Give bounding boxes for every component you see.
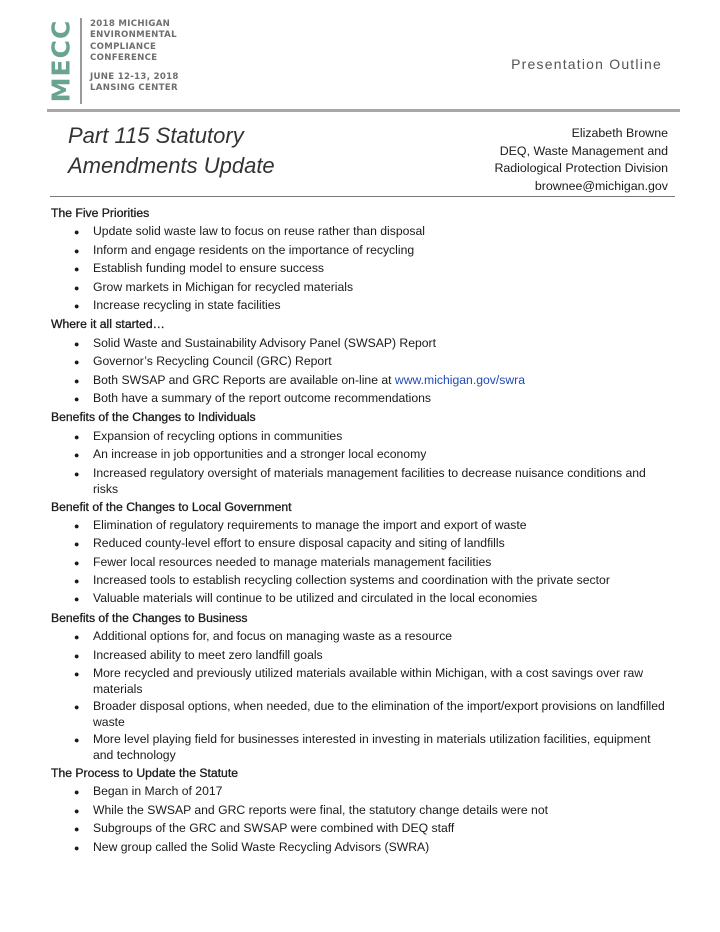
author-email[interactable]: brownee@michigan.gov xyxy=(534,178,668,193)
bullet-icon: ● xyxy=(74,468,80,479)
section-heading: Benefit of the Changes to Local Government xyxy=(51,499,292,514)
section-heading: Benefits of the Changes to Business xyxy=(51,610,248,625)
bullet-icon: ● xyxy=(74,669,80,680)
bullet-icon: ● xyxy=(74,450,80,461)
bullet-icon: ● xyxy=(74,824,80,835)
section-heading: Where it all started… xyxy=(51,317,165,332)
list-item: ● Grow markets in Michigan for recycled materials xyxy=(51,279,671,296)
list-item: ● Valuable materials will continue to be utilized and circulated in the local economies xyxy=(51,590,671,607)
list-item: ● Governor’s Recycling Council (GRC) Report xyxy=(51,353,671,370)
list-item: ● More recycled and previously utilized materials available within Michigan, with a cost savings over raw materials xyxy=(74,666,644,697)
author-org-line-1: DEQ, Waste Management and xyxy=(499,143,668,158)
title-divider xyxy=(50,196,675,197)
swra-link[interactable]: www.michigan.gov/swra xyxy=(394,372,525,387)
list-item: ● Began in March of 2017 xyxy=(51,783,671,800)
list-item: ● Establish funding model to ensure success xyxy=(51,260,671,277)
list-item: ● Increased ability to meet zero landfill goals xyxy=(51,647,671,664)
logo-line: 2018 MICHIGAN xyxy=(90,19,171,29)
bullet-icon: ● xyxy=(74,245,80,256)
list-item: ● Elimination of regulatory requirements to manage the import and export of waste xyxy=(51,517,671,534)
logo-divider xyxy=(80,18,82,104)
section-heading: The Five Priorities xyxy=(51,206,150,220)
logo-mark-text: MECC xyxy=(46,19,76,103)
section-benefits-business xyxy=(51,609,671,763)
conference-logo xyxy=(46,18,179,106)
section-where-it-started xyxy=(51,315,671,407)
bullet-icon: ● xyxy=(74,300,80,311)
bullet-icon: ● xyxy=(74,650,80,661)
list-item: ● Fewer local resources needed to manage materials management facilities xyxy=(51,554,671,571)
bullet-icon: ● xyxy=(74,594,80,605)
bullet-icon: ● xyxy=(74,539,80,550)
logo-line: ENVIRONMENTAL xyxy=(90,30,177,41)
list-item: ● Expansion of recycling options in communities xyxy=(51,428,671,445)
presentation-outline-label: Presentation Outline xyxy=(511,56,662,72)
bullet-icon: ● xyxy=(74,842,80,853)
logo-date: JUNE 12-13, 2018 xyxy=(90,72,179,83)
list-item: ● Increase recycling in state facilities xyxy=(51,297,671,314)
list-item: ● Broader disposal options, when needed, due to the elimination of the import/export provisions on landfilled waste xyxy=(74,699,665,730)
document-title xyxy=(68,121,348,181)
bullet-icon: ● xyxy=(74,735,80,746)
bullet-list xyxy=(51,783,671,856)
bullet-icon: ● xyxy=(74,557,80,568)
author-block xyxy=(494,125,668,195)
list-item: ● Solid Waste and Sustainability Advisory Panel (SWSAP) Report xyxy=(51,335,671,352)
author-name: Elizabeth Browne xyxy=(571,126,668,140)
list-item: ● Both have a summary of the report outcome recommendations xyxy=(51,390,671,407)
list-item: ● Increased regulatory oversight of materials management facilities to decrease nuisance conditions and risks xyxy=(74,465,646,496)
bullet-icon: ● xyxy=(74,264,80,275)
bullet-icon: ● xyxy=(74,338,80,349)
bullet-icon: ● xyxy=(74,805,80,816)
bullet-list xyxy=(51,628,671,763)
bullet-icon: ● xyxy=(74,632,80,643)
list-item: ● Additional options for, and focus on managing waste as a resource xyxy=(51,628,671,645)
bullet-icon: ● xyxy=(74,702,80,713)
bullet-icon: ● xyxy=(74,282,80,293)
logo-text xyxy=(90,18,179,95)
bullet-icon: ● xyxy=(74,227,80,238)
list-item: ● Reduced county-level effort to ensure disposal capacity and siting of landfills xyxy=(51,535,671,552)
bullet-icon: ● xyxy=(74,520,80,531)
section-process-update xyxy=(51,764,671,856)
header-divider xyxy=(47,109,680,112)
list-item: ● Both SWSAP and GRC Reports are available on-line at www.michigan.gov/swra xyxy=(51,372,671,389)
list-item: ● While the SWSAP and GRC reports were final, the statutory change details were not xyxy=(51,802,671,819)
list-item: ● More level playing field for businesses interested in investing in materials utilization facilities, equipment and technology xyxy=(74,732,651,763)
bullet-icon: ● xyxy=(74,787,80,798)
bullet-list xyxy=(51,517,671,608)
section-heading: The Process to Update the Statute xyxy=(51,766,238,781)
bullet-icon: ● xyxy=(74,431,80,442)
section-benefits-individuals xyxy=(51,408,671,496)
bullet-icon: ● xyxy=(74,393,80,404)
list-item: ● Increased tools to establish recycling collection systems and coordination with the private sector xyxy=(51,572,671,589)
bullet-icon: ● xyxy=(74,375,80,386)
logo-line: CONFERENCE xyxy=(90,52,158,63)
mecc-logo-mark xyxy=(46,18,76,104)
bullet-icon: ● xyxy=(74,576,80,587)
bullet-list xyxy=(51,223,671,314)
list-item: ● Inform and engage residents on the importance of recycling xyxy=(51,242,671,259)
list-item: ● An increase in job opportunities and a stronger local economy xyxy=(51,446,671,463)
title-line-2: Amendments Update xyxy=(68,153,275,178)
bullet-list xyxy=(51,428,671,497)
list-item: ● New group called the Solid Waste Recycling Advisors (SWRA) xyxy=(51,839,671,856)
section-heading: Benefits of the Changes to Individuals xyxy=(51,410,256,425)
bullet-list xyxy=(51,335,671,408)
list-item: ● Update solid waste law to focus on reuse rather than disposal xyxy=(51,223,671,240)
section-five-priorities xyxy=(51,204,671,314)
logo-line: COMPLIANCE xyxy=(90,41,157,52)
author-org-line-2: Radiological Protection Division xyxy=(494,161,668,176)
logo-venue: LANSING CENTER xyxy=(90,83,178,94)
title-line-1: Part 115 Statutory xyxy=(68,123,244,148)
section-benefit-local-government xyxy=(51,498,671,608)
bullet-icon: ● xyxy=(74,357,80,368)
outline-content xyxy=(51,204,671,857)
list-item: ● Subgroups of the GRC and SWSAP were combined with DEQ staff xyxy=(51,820,671,837)
